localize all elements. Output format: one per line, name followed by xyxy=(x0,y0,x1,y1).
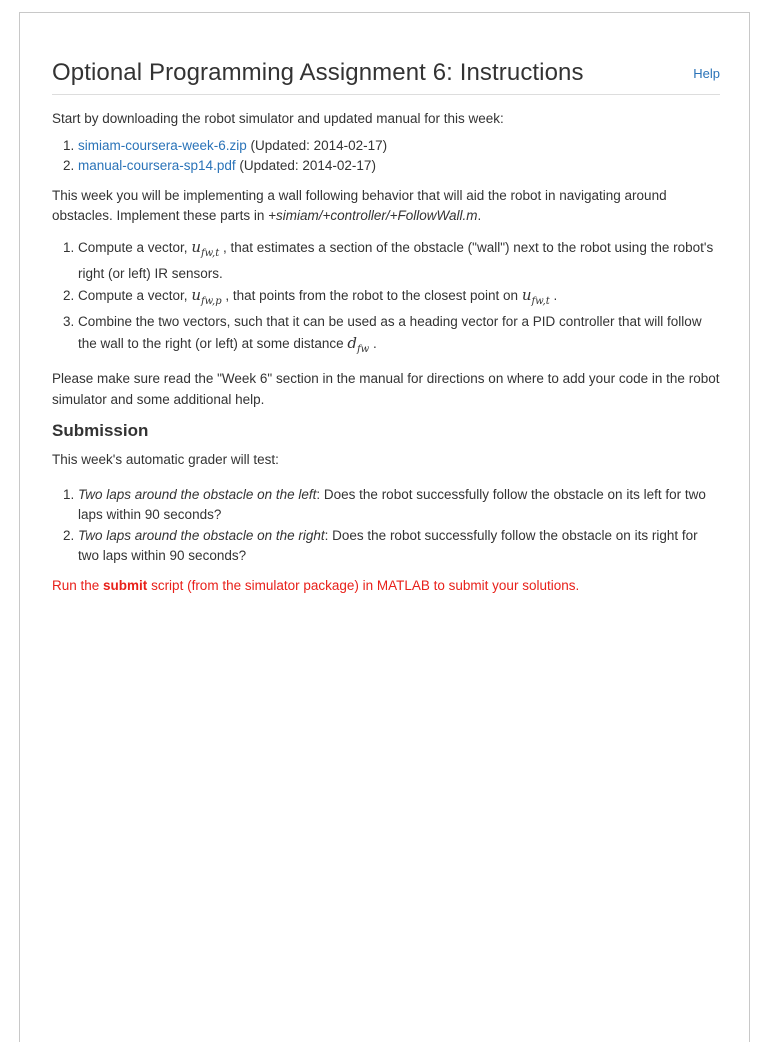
math-u-fwt xyxy=(521,285,550,307)
submit-instruction xyxy=(52,576,720,597)
page-frame xyxy=(19,12,750,1042)
math-var: u xyxy=(191,285,201,304)
task-text: , that points from the robot to the closest point on xyxy=(221,287,522,303)
list-item xyxy=(78,312,720,360)
simulator-download-link[interactable]: simiam-coursera-week-6.zip xyxy=(78,137,247,153)
list-item xyxy=(78,136,720,157)
test-name: Two laps around the obstacle on the left xyxy=(78,486,317,502)
math-subscript: fw xyxy=(356,343,370,355)
test-list xyxy=(52,485,720,567)
test-description: : Does the robot successfully follow the obstacle on its left for two laps within 90 seconds? xyxy=(78,486,706,522)
math-var: d xyxy=(347,333,357,352)
update-note: (Updated: 2014-02-17) xyxy=(235,158,376,173)
task-text: , that estimates a section of the obstacle ("wall") next to the robot using the robot's right (or left) IR sensors. xyxy=(78,239,714,281)
file-path: +simiam/+controller/+FollowWall.m xyxy=(268,208,478,223)
intro-text: Start by downloading the robot simulator and updated manual for this week: xyxy=(52,111,504,126)
math-subscript: fw,p xyxy=(200,295,222,307)
week-text-end: . xyxy=(477,208,482,223)
task-text: . xyxy=(549,287,558,303)
submit-text-end: script (from the simulator package) in MATLAB to submit your solutions. xyxy=(147,577,580,593)
list-item xyxy=(78,285,720,313)
help-link[interactable]: Help xyxy=(693,66,720,81)
list-item xyxy=(78,237,720,285)
submit-keyword: submit xyxy=(103,577,148,593)
week-text: This week you will be implementing a wall following behavior that will aid the robot in navigating around obstacles. Implement these parts in xyxy=(52,187,667,223)
test-name: Two laps around the obstacle on the right xyxy=(78,527,325,543)
task-text: Combine the two vectors, such that it can be used as a heading vector for a PID controller that will follow the wall to the right (or left) at some distance xyxy=(78,314,702,351)
list-item xyxy=(78,156,720,177)
math-subscript: fw,t xyxy=(200,247,220,259)
math-d-fw xyxy=(347,333,370,355)
math-var: u xyxy=(191,237,201,256)
week-description xyxy=(52,186,720,227)
math-u-fwp xyxy=(191,285,222,307)
math-subscript: fw,t xyxy=(531,295,550,307)
update-note: (Updated: 2014-02-17) xyxy=(246,137,388,153)
math-u-fwt xyxy=(191,237,220,259)
test-description: : Does the robot successfully follow the obstacle on its right for two laps within 90 seconds? xyxy=(78,527,698,563)
task-list xyxy=(52,237,720,361)
download-list xyxy=(52,136,720,177)
submission-heading: Submission xyxy=(52,421,149,440)
manual-note: Please make sure read the "Week 6" section in the manual for directions on where to add your code in the robot simulator and some additional help. xyxy=(52,371,720,407)
page-header xyxy=(52,53,720,95)
list-item xyxy=(78,485,720,526)
grader-text: This week's automatic grader will test: xyxy=(52,452,279,467)
main-content xyxy=(52,53,720,596)
math-var: u xyxy=(521,285,532,304)
task-text: . xyxy=(369,335,377,351)
task-text: Compute a vector, xyxy=(78,287,192,303)
list-item xyxy=(78,526,720,567)
page-title: Optional Programming Assignment 6: Instructions xyxy=(52,59,584,86)
manual-download-link[interactable]: manual-coursera-sp14.pdf xyxy=(78,158,236,173)
submit-text: Run the xyxy=(52,577,104,593)
task-text: Compute a vector, xyxy=(78,239,192,255)
